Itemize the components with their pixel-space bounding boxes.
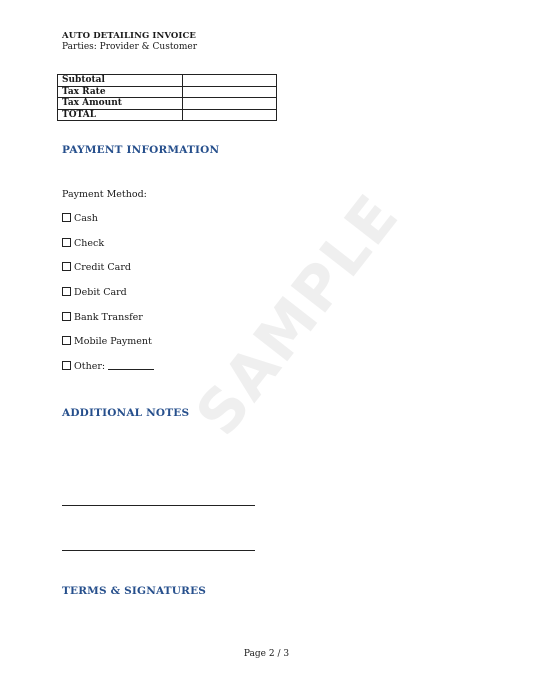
- checkbox-icon[interactable]: [62, 361, 71, 370]
- payment-option-label: Other:: [74, 361, 106, 372]
- tax-amount-label: Tax Amount: [58, 98, 183, 110]
- payment-option-label: Mobile Payment: [74, 336, 152, 347]
- document-title: AUTO DETAILING INVOICE: [62, 31, 196, 41]
- checkbox-icon[interactable]: [62, 287, 71, 296]
- payment-option-label: Credit Card: [74, 262, 131, 273]
- notes-line[interactable]: [62, 550, 255, 551]
- checkbox-icon[interactable]: [62, 213, 71, 222]
- checkbox-icon[interactable]: [62, 238, 71, 247]
- additional-notes-heading: ADDITIONAL NOTES: [62, 407, 190, 419]
- subtotal-value[interactable]: [183, 75, 277, 87]
- sample-watermark: SAMPLE: [182, 181, 414, 449]
- payment-option-label: Bank Transfer: [74, 312, 143, 323]
- payment-option-other[interactable]: [62, 361, 154, 372]
- document-parties: Parties: Provider & Customer: [62, 42, 198, 52]
- totals-table: [57, 74, 277, 121]
- payment-option-credit-card[interactable]: [62, 262, 131, 273]
- payment-option-bank-transfer[interactable]: [62, 312, 143, 323]
- payment-option-cash[interactable]: [62, 213, 98, 224]
- total-label: TOTAL: [58, 109, 183, 121]
- payment-information-heading: PAYMENT INFORMATION: [62, 144, 220, 156]
- tax-amount-value[interactable]: [183, 98, 277, 110]
- table-row: [58, 86, 277, 98]
- checkbox-icon[interactable]: [62, 262, 71, 271]
- total-value[interactable]: [183, 109, 277, 121]
- tax-rate-label: Tax Rate: [58, 86, 183, 98]
- payment-option-debit-card[interactable]: [62, 287, 127, 298]
- table-row: [58, 98, 277, 110]
- payment-option-label: Cash: [74, 213, 98, 224]
- page-number: Page 2 / 3: [243, 649, 290, 659]
- payment-option-label: Debit Card: [74, 287, 127, 298]
- terms-signatures-heading: TERMS & SIGNATURES: [62, 585, 207, 597]
- checkbox-icon[interactable]: [62, 312, 71, 321]
- table-row: [58, 109, 277, 121]
- tax-rate-value[interactable]: [183, 86, 277, 98]
- payment-option-check[interactable]: [62, 238, 104, 249]
- payment-method-label: Payment Method:: [62, 189, 147, 200]
- payment-option-label: Check: [74, 238, 105, 249]
- subtotal-label: Subtotal: [58, 75, 183, 87]
- payment-option-mobile-payment[interactable]: [62, 336, 152, 347]
- checkbox-icon[interactable]: [62, 336, 71, 345]
- other-blank-line[interactable]: [108, 361, 154, 370]
- notes-line[interactable]: [62, 505, 255, 506]
- table-row: [58, 75, 277, 87]
